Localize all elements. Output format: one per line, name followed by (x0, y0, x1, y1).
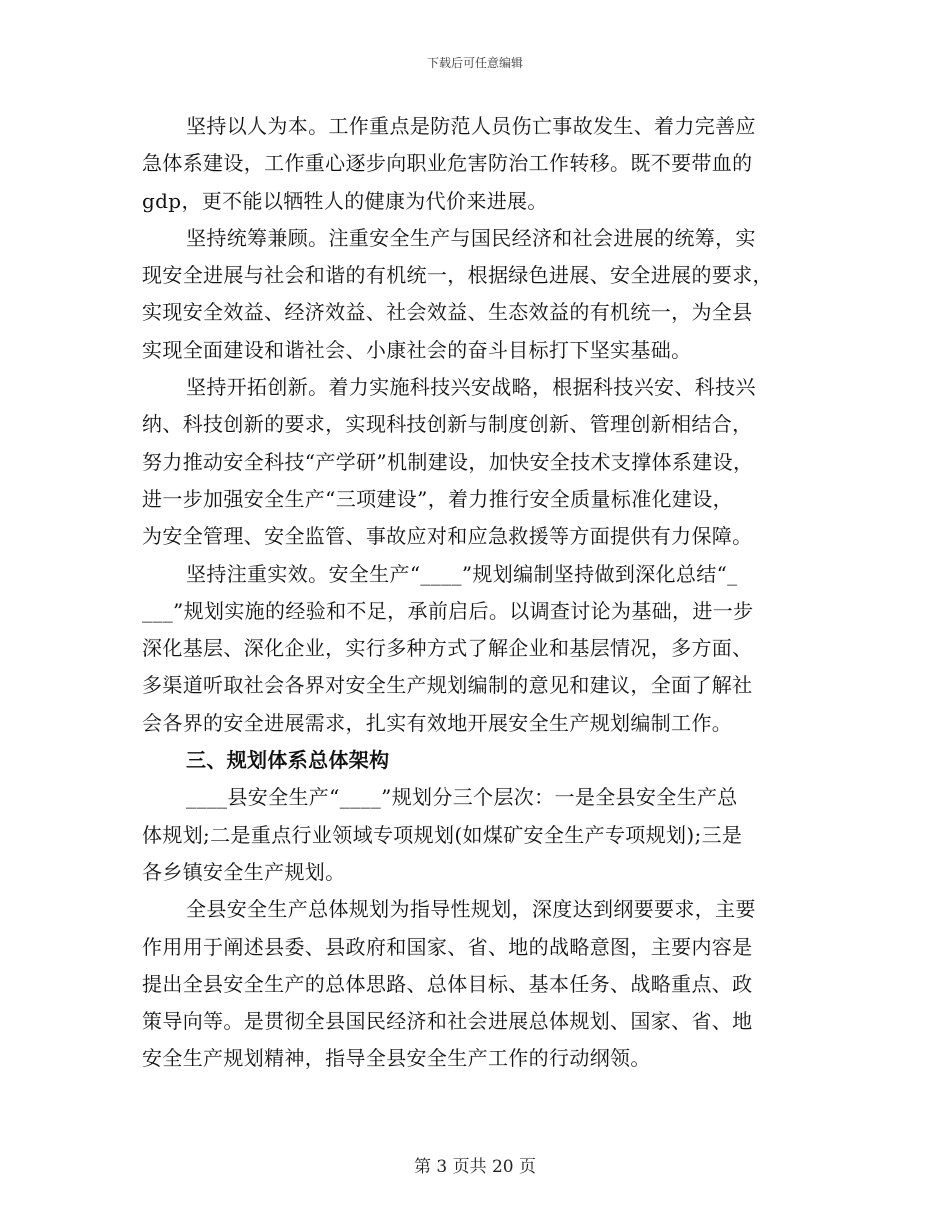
text-line: 体规划;二是重点行业领域专项规划(如煤矿安全生产专项规划);三是 (142, 822, 743, 847)
text-line: 急体系建设，工作重心逐步向职业危害防治工作转移。既不要带血的 (142, 151, 753, 176)
text-line: 多渠道听取社会各界对安全生产规划编制的意见和建议，全面了解社 (142, 673, 753, 698)
text-line: 实现安全效益、经济效益、社会效益、生态效益的有机统一，为全县 (142, 300, 753, 325)
text-line: gdp，更不能以牺牲人的健康为代价来进展。 (142, 188, 548, 213)
text-line: 为安全管理、安全监管、事故应对和应急救援等方面提供有力保障。 (142, 524, 753, 549)
section-heading: 三、规划体系总体架构 (186, 748, 390, 773)
text-line: ___”规划实施的经验和不足，承前启后。以调查讨论为基础，进一步 (142, 598, 754, 623)
text-line: 坚持统筹兼顾。注重安全生产与国民经济和社会进展的统筹，实 (186, 225, 756, 250)
text-line: 坚持注重实效。安全生产“____”规划编制坚持做到深化总结“_ (186, 561, 738, 586)
text-line: ____县安全生产“____”规划分三个层次：一是全县安全生产总 (186, 785, 738, 810)
text-line: 提出全县安全生产的总体思路、总体目标、基本任务、战略重点、政 (142, 971, 753, 996)
document-body (142, 108, 808, 1078)
text-line: 作用用于阐述县委、县政府和国家、省、地的战略意图，主要内容是 (142, 934, 753, 959)
text-line: 各乡镇安全生产规划。 (142, 859, 346, 884)
text-line: 纳、科技创新的要求，实现科技创新与制度创新、管理创新相结合， (142, 412, 753, 437)
page-footer: 第 3 页共 20 页 (413, 1157, 537, 1177)
text-line: 努力推动安全科技“产学研”机制建设，加快安全技术支撑体系建设， (142, 449, 754, 474)
text-line: 深化基层、深化企业，实行多种方式了解企业和基层情况，多方面、 (142, 636, 753, 661)
text-line: 安全生产规划精神，指导全县安全生产工作的行动纲领。 (142, 1046, 651, 1071)
text-line: 全县安全生产总体规划为指导性规划，深度达到纲要要求，主要 (186, 897, 756, 922)
text-line: 现安全进展与社会和谐的有机统一，根据绿色进展、安全进展的要求， (142, 263, 773, 288)
text-line: 会各界的安全进展需求，扎实有效地开展安全生产规划编制工作。 (142, 710, 733, 735)
text-line: 坚持开拓创新。着力实施科技兴安战略，根据科技兴安、科技兴 (186, 375, 756, 400)
text-line: 策导向等。是贯彻全县国民经济和社会进展总体规划、国家、省、地 (142, 1009, 753, 1034)
text-line: 实现全面建设和谐社会、小康社会的奋斗目标打下坚实基础。 (142, 337, 692, 362)
text-line: 坚持以人为本。工作重点是防范人员伤亡事故发生、着力完善应 (186, 114, 756, 138)
page-header: 下载后可任意编辑 (426, 56, 523, 70)
text-line: 进一步加强安全生产“三项建设”，着力推行安全质量标准化建设， (142, 486, 733, 511)
